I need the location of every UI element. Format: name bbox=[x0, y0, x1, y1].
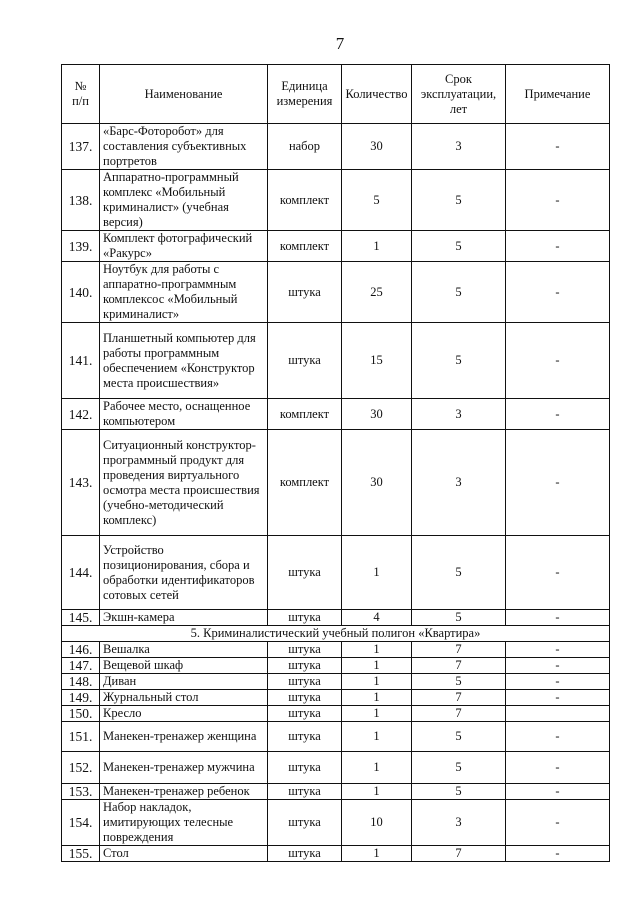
table-body-polygon bbox=[62, 642, 610, 862]
row-number: 137. bbox=[62, 124, 100, 170]
row-number: 146. bbox=[62, 642, 100, 658]
row-note: - bbox=[506, 536, 610, 610]
row-name: Ноутбук для работы с аппаратно-программным комплексос «Мобильный криминалист» bbox=[100, 262, 268, 323]
row-note: - bbox=[506, 399, 610, 430]
header-name: Наименование bbox=[100, 65, 268, 124]
row-number: 144. bbox=[62, 536, 100, 610]
table-row bbox=[62, 231, 610, 262]
row-note: - bbox=[506, 784, 610, 800]
row-service-life: 3 bbox=[412, 430, 506, 536]
table-row bbox=[62, 690, 610, 706]
row-name: Экшн-камера bbox=[100, 610, 268, 626]
row-unit: штука bbox=[268, 800, 342, 846]
table-section bbox=[62, 626, 610, 642]
row-number: 138. bbox=[62, 170, 100, 231]
table-row bbox=[62, 846, 610, 862]
table-row bbox=[62, 610, 610, 626]
row-note bbox=[506, 706, 610, 722]
row-unit: штука bbox=[268, 752, 342, 784]
row-note: - bbox=[506, 722, 610, 752]
row-quantity: 30 bbox=[342, 430, 412, 536]
row-unit: штука bbox=[268, 706, 342, 722]
row-quantity: 1 bbox=[342, 536, 412, 610]
row-name: Манекен-тренажер мужчина bbox=[100, 752, 268, 784]
row-service-life: 3 bbox=[412, 800, 506, 846]
row-number: 148. bbox=[62, 674, 100, 690]
section-row bbox=[62, 626, 610, 642]
table-row bbox=[62, 674, 610, 690]
row-service-life: 7 bbox=[412, 846, 506, 862]
row-number: 145. bbox=[62, 610, 100, 626]
row-name: Ситуационный конструктор-программный продукт для проведения виртуального осмотра места происшествия (учебно-методический комплекс) bbox=[100, 430, 268, 536]
row-service-life: 5 bbox=[412, 674, 506, 690]
page-number: 7 bbox=[335, 34, 345, 53]
row-unit: штука bbox=[268, 784, 342, 800]
table-row bbox=[62, 800, 610, 846]
row-note: - bbox=[506, 800, 610, 846]
row-note: - bbox=[506, 323, 610, 399]
row-quantity: 15 bbox=[342, 323, 412, 399]
table-row bbox=[62, 430, 610, 536]
row-unit: штука bbox=[268, 674, 342, 690]
row-unit: комплект bbox=[268, 170, 342, 231]
row-name: Набор накладок, имитирующих телесные повреждения bbox=[100, 800, 268, 846]
header-service-life: Срок эксплуатации, лет bbox=[412, 65, 506, 124]
row-note: - bbox=[506, 231, 610, 262]
row-quantity: 1 bbox=[342, 231, 412, 262]
row-unit: комплект bbox=[268, 430, 342, 536]
row-note: - bbox=[506, 610, 610, 626]
row-note: - bbox=[506, 752, 610, 784]
row-name: Планшетный компьютер для работы программным обеспечением «Конструктор места происшествия» bbox=[100, 323, 268, 399]
row-name: Рабочее место, оснащенное компьютером bbox=[100, 399, 268, 430]
section-title: 5. Криминалистический учебный полигон «Квартира» bbox=[62, 626, 610, 642]
table-row bbox=[62, 752, 610, 784]
row-service-life: 3 bbox=[412, 399, 506, 430]
row-number: 152. bbox=[62, 752, 100, 784]
row-number: 139. bbox=[62, 231, 100, 262]
header-quantity: Количество bbox=[342, 65, 412, 124]
header-number: № п/п bbox=[62, 65, 100, 124]
row-quantity: 1 bbox=[342, 846, 412, 862]
row-name: Манекен-тренажер женщина bbox=[100, 722, 268, 752]
row-service-life: 3 bbox=[412, 124, 506, 170]
row-quantity: 1 bbox=[342, 752, 412, 784]
row-quantity: 25 bbox=[342, 262, 412, 323]
header-note: Примечание bbox=[506, 65, 610, 124]
row-quantity: 1 bbox=[342, 658, 412, 674]
table-row bbox=[62, 722, 610, 752]
table-row bbox=[62, 658, 610, 674]
row-unit: штука bbox=[268, 536, 342, 610]
row-number: 147. bbox=[62, 658, 100, 674]
row-unit: штука bbox=[268, 323, 342, 399]
row-name: Вещевой шкаф bbox=[100, 658, 268, 674]
row-note: - bbox=[506, 674, 610, 690]
row-number: 150. bbox=[62, 706, 100, 722]
row-service-life: 5 bbox=[412, 752, 506, 784]
row-name: «Барс-Фоторобот» для составления субъективных портретов bbox=[100, 124, 268, 170]
row-unit: штука bbox=[268, 642, 342, 658]
row-quantity: 1 bbox=[342, 722, 412, 752]
row-service-life: 5 bbox=[412, 536, 506, 610]
row-service-life: 5 bbox=[412, 170, 506, 231]
table-row bbox=[62, 124, 610, 170]
row-note: - bbox=[506, 430, 610, 536]
row-service-life: 5 bbox=[412, 231, 506, 262]
row-name: Комплект фотографический «Ракурс» bbox=[100, 231, 268, 262]
row-service-life: 7 bbox=[412, 706, 506, 722]
row-service-life: 7 bbox=[412, 690, 506, 706]
row-unit: комплект bbox=[268, 399, 342, 430]
table-row bbox=[62, 170, 610, 231]
row-number: 140. bbox=[62, 262, 100, 323]
row-quantity: 1 bbox=[342, 706, 412, 722]
row-unit: штука bbox=[268, 610, 342, 626]
row-service-life: 5 bbox=[412, 722, 506, 752]
equipment-table bbox=[61, 64, 610, 862]
row-unit: набор bbox=[268, 124, 342, 170]
table-row bbox=[62, 536, 610, 610]
row-quantity: 1 bbox=[342, 642, 412, 658]
row-number: 151. bbox=[62, 722, 100, 752]
row-service-life: 7 bbox=[412, 642, 506, 658]
row-name: Аппаратно-программный комплекс «Мобильный криминалист» (учебная версия) bbox=[100, 170, 268, 231]
row-service-life: 7 bbox=[412, 658, 506, 674]
row-name: Стол bbox=[100, 846, 268, 862]
row-quantity: 1 bbox=[342, 784, 412, 800]
row-service-life: 5 bbox=[412, 262, 506, 323]
row-note: - bbox=[506, 170, 610, 231]
row-number: 154. bbox=[62, 800, 100, 846]
row-service-life: 5 bbox=[412, 784, 506, 800]
row-note: - bbox=[506, 262, 610, 323]
header-unit: Единица измерения bbox=[268, 65, 342, 124]
row-note: - bbox=[506, 690, 610, 706]
row-unit: штука bbox=[268, 262, 342, 323]
table-row bbox=[62, 399, 610, 430]
row-name: Манекен-тренажер ребенок bbox=[100, 784, 268, 800]
row-number: 141. bbox=[62, 323, 100, 399]
row-note: - bbox=[506, 642, 610, 658]
table-header-row bbox=[62, 65, 610, 124]
row-unit: штука bbox=[268, 690, 342, 706]
row-name: Диван bbox=[100, 674, 268, 690]
table-row bbox=[62, 323, 610, 399]
row-number: 155. bbox=[62, 846, 100, 862]
row-unit: штука bbox=[268, 846, 342, 862]
row-quantity: 5 bbox=[342, 170, 412, 231]
row-unit: штука bbox=[268, 658, 342, 674]
row-name: Журнальный стол bbox=[100, 690, 268, 706]
table-row bbox=[62, 262, 610, 323]
row-note: - bbox=[506, 658, 610, 674]
table-row bbox=[62, 706, 610, 722]
row-quantity: 1 bbox=[342, 674, 412, 690]
row-name: Кресло bbox=[100, 706, 268, 722]
row-name: Вешалка bbox=[100, 642, 268, 658]
row-note: - bbox=[506, 846, 610, 862]
table-row bbox=[62, 642, 610, 658]
row-quantity: 30 bbox=[342, 124, 412, 170]
row-quantity: 10 bbox=[342, 800, 412, 846]
row-quantity: 1 bbox=[342, 690, 412, 706]
table-body-main bbox=[62, 124, 610, 626]
row-name: Устройство позиционирования, сбора и обработки идентификаторов сотовых сетей bbox=[100, 536, 268, 610]
row-note: - bbox=[506, 124, 610, 170]
row-quantity: 30 bbox=[342, 399, 412, 430]
row-service-life: 5 bbox=[412, 323, 506, 399]
row-quantity: 4 bbox=[342, 610, 412, 626]
row-unit: штука bbox=[268, 722, 342, 752]
row-number: 153. bbox=[62, 784, 100, 800]
row-number: 142. bbox=[62, 399, 100, 430]
row-number: 143. bbox=[62, 430, 100, 536]
row-unit: комплект bbox=[268, 231, 342, 262]
table-row bbox=[62, 784, 610, 800]
row-number: 149. bbox=[62, 690, 100, 706]
row-service-life: 5 bbox=[412, 610, 506, 626]
